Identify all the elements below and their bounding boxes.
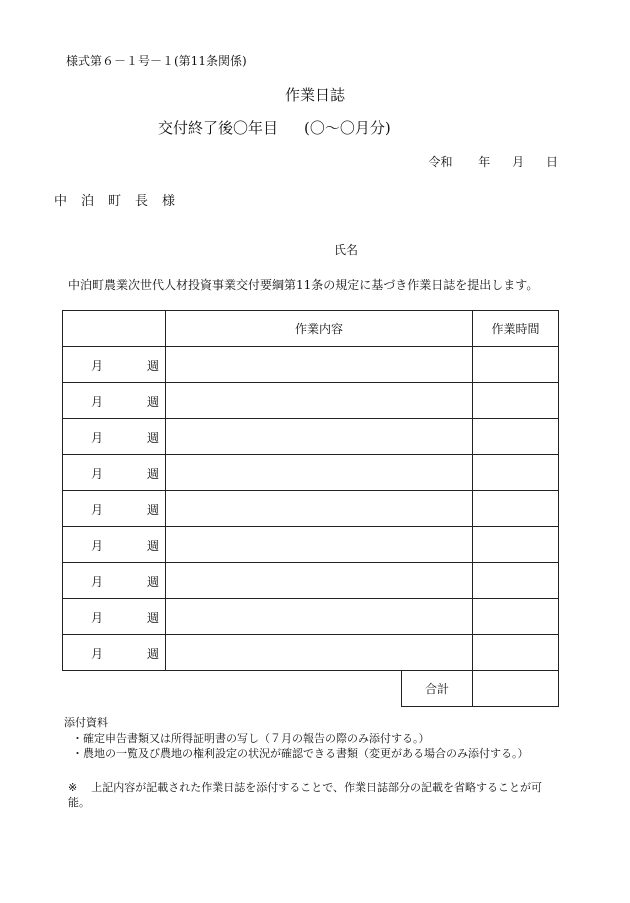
total-blank-cell — [63, 671, 166, 707]
table-row — [63, 527, 559, 563]
month-label: 月 — [91, 575, 104, 589]
week-label: 週 — [146, 647, 159, 661]
month-label: 月 — [91, 611, 104, 625]
subtitle-year: 交付終了後〇年目 — [158, 119, 279, 137]
work-time-cell[interactable] — [473, 455, 559, 491]
week-label: 週 — [146, 467, 159, 481]
date-month: 月 — [512, 155, 525, 169]
header-work-content: 作業内容 — [166, 311, 473, 347]
month-label: 月 — [91, 395, 104, 409]
work-time-cell[interactable] — [473, 635, 559, 671]
week-label: 週 — [146, 539, 159, 553]
table-header-row — [63, 311, 559, 347]
attachments-title: 添付資料 — [64, 716, 108, 729]
month-label: 月 — [91, 539, 104, 553]
work-time-cell[interactable] — [473, 563, 559, 599]
header-work-time: 作業時間 — [473, 311, 559, 347]
total-label: 合計 — [401, 671, 472, 707]
work-content-cell[interactable] — [166, 347, 473, 383]
subtitle — [158, 117, 391, 138]
work-time-cell[interactable] — [473, 491, 559, 527]
work-content-cell[interactable] — [166, 599, 473, 635]
note — [68, 780, 548, 810]
month-label: 月 — [91, 431, 104, 445]
attachment-item: ・確定申告書類又は所得証明書の写し（７月の報告の際のみ添付する。） — [72, 732, 430, 745]
total-label-cell — [166, 671, 473, 707]
work-content-cell[interactable] — [166, 491, 473, 527]
work-content-cell[interactable] — [166, 527, 473, 563]
work-content-cell[interactable] — [166, 563, 473, 599]
table-row — [63, 419, 559, 455]
month-label: 月 — [91, 359, 104, 373]
work-content-cell[interactable] — [166, 455, 473, 491]
page-title: 作業日誌 — [284, 86, 345, 104]
table-row — [63, 383, 559, 419]
date-day: 日 — [545, 155, 558, 169]
note-text: 上記内容が記載された作業日誌を添付することで、作業日誌部分の記載を省略することが可能。 — [68, 781, 542, 809]
header-blank-cell — [63, 311, 166, 347]
table-row — [63, 563, 559, 599]
intro-text: 中泊町農業次世代人材投資事業交付要綱第11条の規定に基づき作業日誌を提出します。 — [68, 278, 539, 292]
submission-date — [428, 153, 558, 170]
total-time-cell[interactable] — [473, 671, 559, 707]
form-number: 様式第６－１号－１(第11条関係) — [66, 54, 247, 68]
table-row — [63, 635, 559, 671]
week-label: 週 — [146, 359, 159, 373]
work-content-cell[interactable] — [166, 635, 473, 671]
month-label: 月 — [91, 467, 104, 481]
subtitle-period: (〇～〇月分) — [304, 119, 391, 137]
work-content-cell[interactable] — [166, 419, 473, 455]
table-row — [63, 455, 559, 491]
addressee: 中泊町長様 — [54, 194, 190, 209]
work-time-cell[interactable] — [473, 383, 559, 419]
note-mark: ※ — [68, 781, 78, 794]
work-time-cell[interactable] — [473, 527, 559, 563]
week-label: 週 — [146, 611, 159, 625]
work-content-cell[interactable] — [166, 383, 473, 419]
work-time-cell[interactable] — [473, 347, 559, 383]
week-label: 週 — [146, 575, 159, 589]
table-total-row — [63, 671, 559, 707]
week-label: 週 — [146, 431, 159, 445]
table-row — [63, 599, 559, 635]
month-label: 月 — [91, 647, 104, 661]
date-era: 令和 — [428, 155, 453, 169]
month-label: 月 — [91, 503, 104, 517]
date-year: 年 — [478, 155, 491, 169]
week-label: 週 — [146, 503, 159, 517]
week-label: 週 — [146, 395, 159, 409]
work-time-cell[interactable] — [473, 419, 559, 455]
work-time-cell[interactable] — [473, 599, 559, 635]
attachment-item: ・農地の一覧及び農地の権利設定の状況が確認できる書類（変更がある場合のみ添付する。） — [72, 747, 529, 760]
applicant-name-label: 氏名 — [334, 243, 359, 257]
table-row — [63, 347, 559, 383]
work-log-table — [62, 310, 559, 707]
table-row — [63, 491, 559, 527]
